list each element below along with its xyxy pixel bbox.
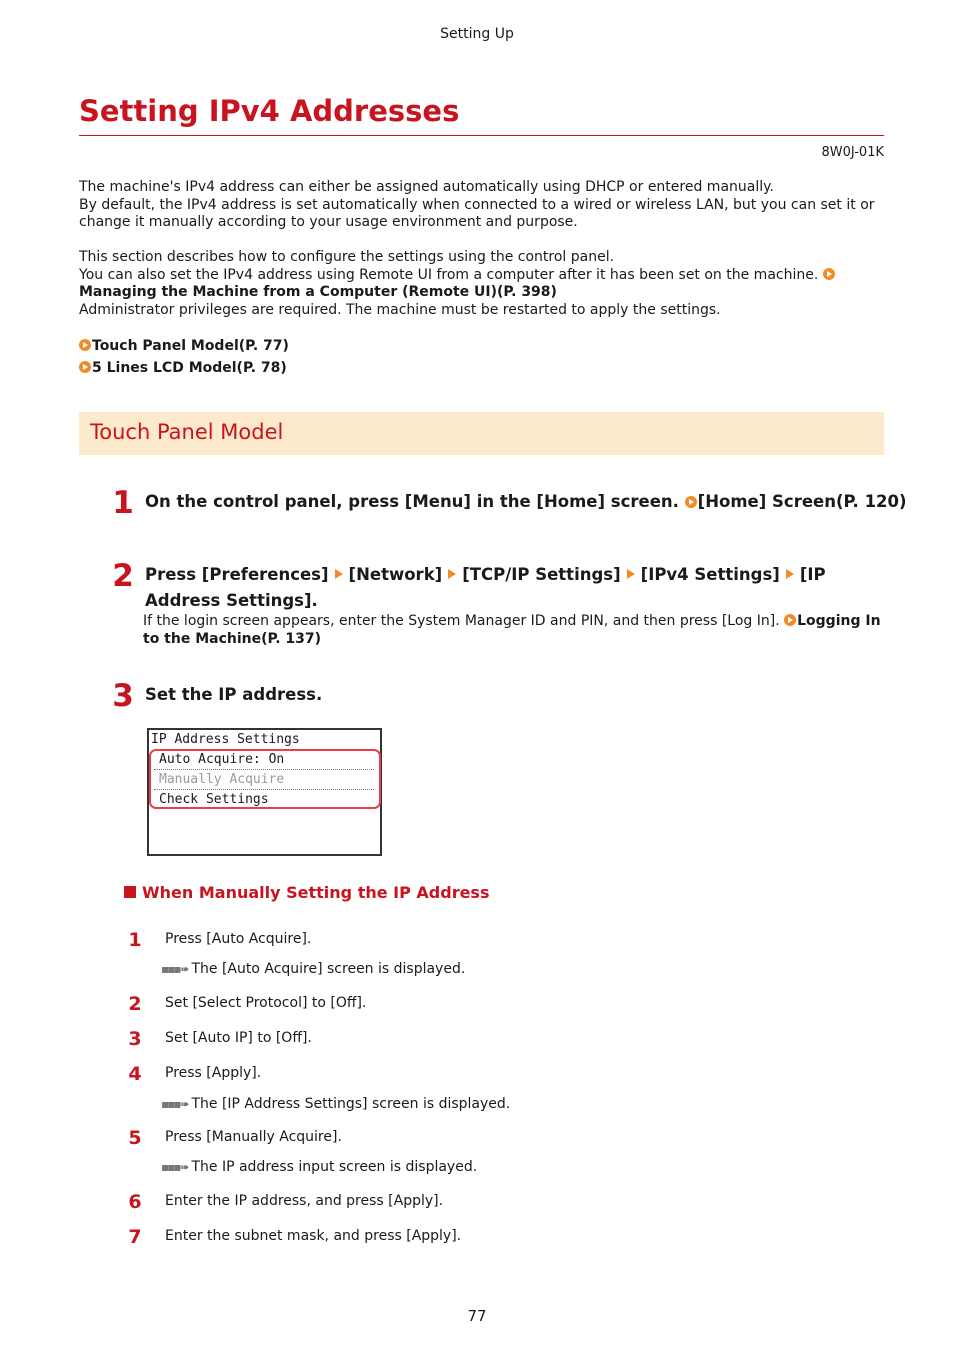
- step-3-text: Set the IP address.: [145, 685, 323, 704]
- running-header: Setting Up: [440, 26, 514, 42]
- chevron-right-icon: [448, 569, 456, 579]
- link-arrow-icon: [784, 614, 796, 626]
- home-screen-link[interactable]: [Home] Screen(P. 120): [685, 492, 907, 511]
- substep-text: Set [Select Protocol] to [Off].: [165, 995, 367, 1011]
- login-link[interactable]: Logging In to the Machine(P. 137): [143, 613, 881, 647]
- step-number: 1: [112, 485, 134, 521]
- substep-text: Set [Auto IP] to [Off].: [165, 1030, 312, 1046]
- substep-number: 1: [128, 929, 142, 951]
- result-arrow-icon: ▪▪▪➠: [161, 962, 188, 976]
- link-arrow-icon: [79, 339, 91, 351]
- toc-link-touch-panel[interactable]: Touch Panel Model(P. 77): [79, 338, 289, 354]
- lcd-item-auto-acquire: Auto Acquire: On: [159, 752, 285, 767]
- step-number: 2: [112, 558, 134, 594]
- substep-number: 6: [128, 1191, 142, 1213]
- section-title: Touch Panel Model: [90, 420, 284, 444]
- lcd-title: IP Address Settings: [151, 732, 300, 747]
- intro-text: This section describes how to configure the settings using the control panel.: [79, 249, 615, 265]
- intro-text: You can also set the IPv4 address using Remote UI from a computer after it has been set on the machine. Managing the Machine from a Computer (Remote UI)(P. 398): [79, 267, 889, 302]
- substep-text: Press [Apply].: [165, 1065, 262, 1081]
- step-1-text: On the control panel, press [Menu] in the [Home] screen. [Home] Screen(P. 120): [145, 492, 907, 511]
- lcd-divider: [154, 769, 374, 770]
- intro-text: By default, the IPv4 address is set automatically when connected to a wired or wireless LAN, but you can set it or change it manually according to your usage environment and purpose.: [79, 196, 875, 230]
- result-arrow-icon: ▪▪▪➠: [161, 1097, 188, 1111]
- link-arrow-icon: [823, 268, 835, 280]
- title-divider: [79, 135, 884, 136]
- document-id: 8W0J-01K: [821, 145, 884, 160]
- substep-text: Press [Auto Acquire].: [165, 931, 312, 947]
- step-number: 3: [112, 678, 134, 714]
- substep-result: ▪▪▪➠ The [IP Address Settings] screen is displayed.: [161, 1096, 511, 1112]
- step-2-text: Press [Preferences] [Network] [TCP/IP Settings] [IPv4 Settings] [IP Address Settings].: [145, 565, 826, 610]
- remote-ui-link[interactable]: Managing the Machine from a Computer (Remote UI)(P. 398): [79, 267, 836, 301]
- toc-link-5-lines-lcd[interactable]: 5 Lines LCD Model(P. 78): [79, 360, 287, 376]
- subsection-heading: When Manually Setting the IP Address: [124, 883, 489, 902]
- lcd-item-check-settings: Check Settings: [159, 792, 269, 807]
- lcd-item-manually-acquire: Manually Acquire: [159, 772, 285, 787]
- substep-result: ▪▪▪➠ The [Auto Acquire] screen is displayed.: [161, 961, 466, 977]
- link-arrow-icon: [685, 496, 697, 508]
- substep-number: 2: [128, 993, 142, 1015]
- link-arrow-icon: [79, 361, 91, 373]
- result-arrow-icon: ▪▪▪➠: [161, 1160, 188, 1174]
- substep-number: 3: [128, 1028, 142, 1050]
- substep-number: 5: [128, 1127, 142, 1149]
- intro-text: The machine's IPv4 address can either be assigned automatically using DHCP or entered manually.: [79, 179, 774, 195]
- substep-text: Enter the subnet mask, and press [Apply].: [165, 1228, 462, 1244]
- intro-text: Administrator privileges are required. The machine must be restarted to apply the settings.: [79, 301, 721, 318]
- chevron-right-icon: [335, 569, 343, 579]
- substep-text: Press [Manually Acquire].: [165, 1129, 342, 1145]
- lcd-divider: [154, 789, 374, 790]
- substep-text: Enter the IP address, and press [Apply].: [165, 1193, 444, 1209]
- lcd-screen: [147, 728, 382, 856]
- substep-number: 4: [128, 1063, 142, 1085]
- chevron-right-icon: [627, 569, 635, 579]
- step-2-note: If the login screen appears, enter the System Manager ID and PIN, and then press [Log In]. Logging In to the Machine(P. 137): [143, 613, 881, 647]
- substep-number: 7: [128, 1226, 142, 1248]
- square-bullet-icon: [124, 886, 136, 898]
- page-title: Setting IPv4 Addresses: [79, 94, 460, 128]
- intro-paragraph-1: [79, 179, 889, 232]
- substep-result: ▪▪▪➠ The IP address input screen is displayed.: [161, 1159, 478, 1175]
- page-number: 77: [467, 1307, 487, 1325]
- chevron-right-icon: [786, 569, 794, 579]
- intro-paragraph-2: [79, 249, 889, 319]
